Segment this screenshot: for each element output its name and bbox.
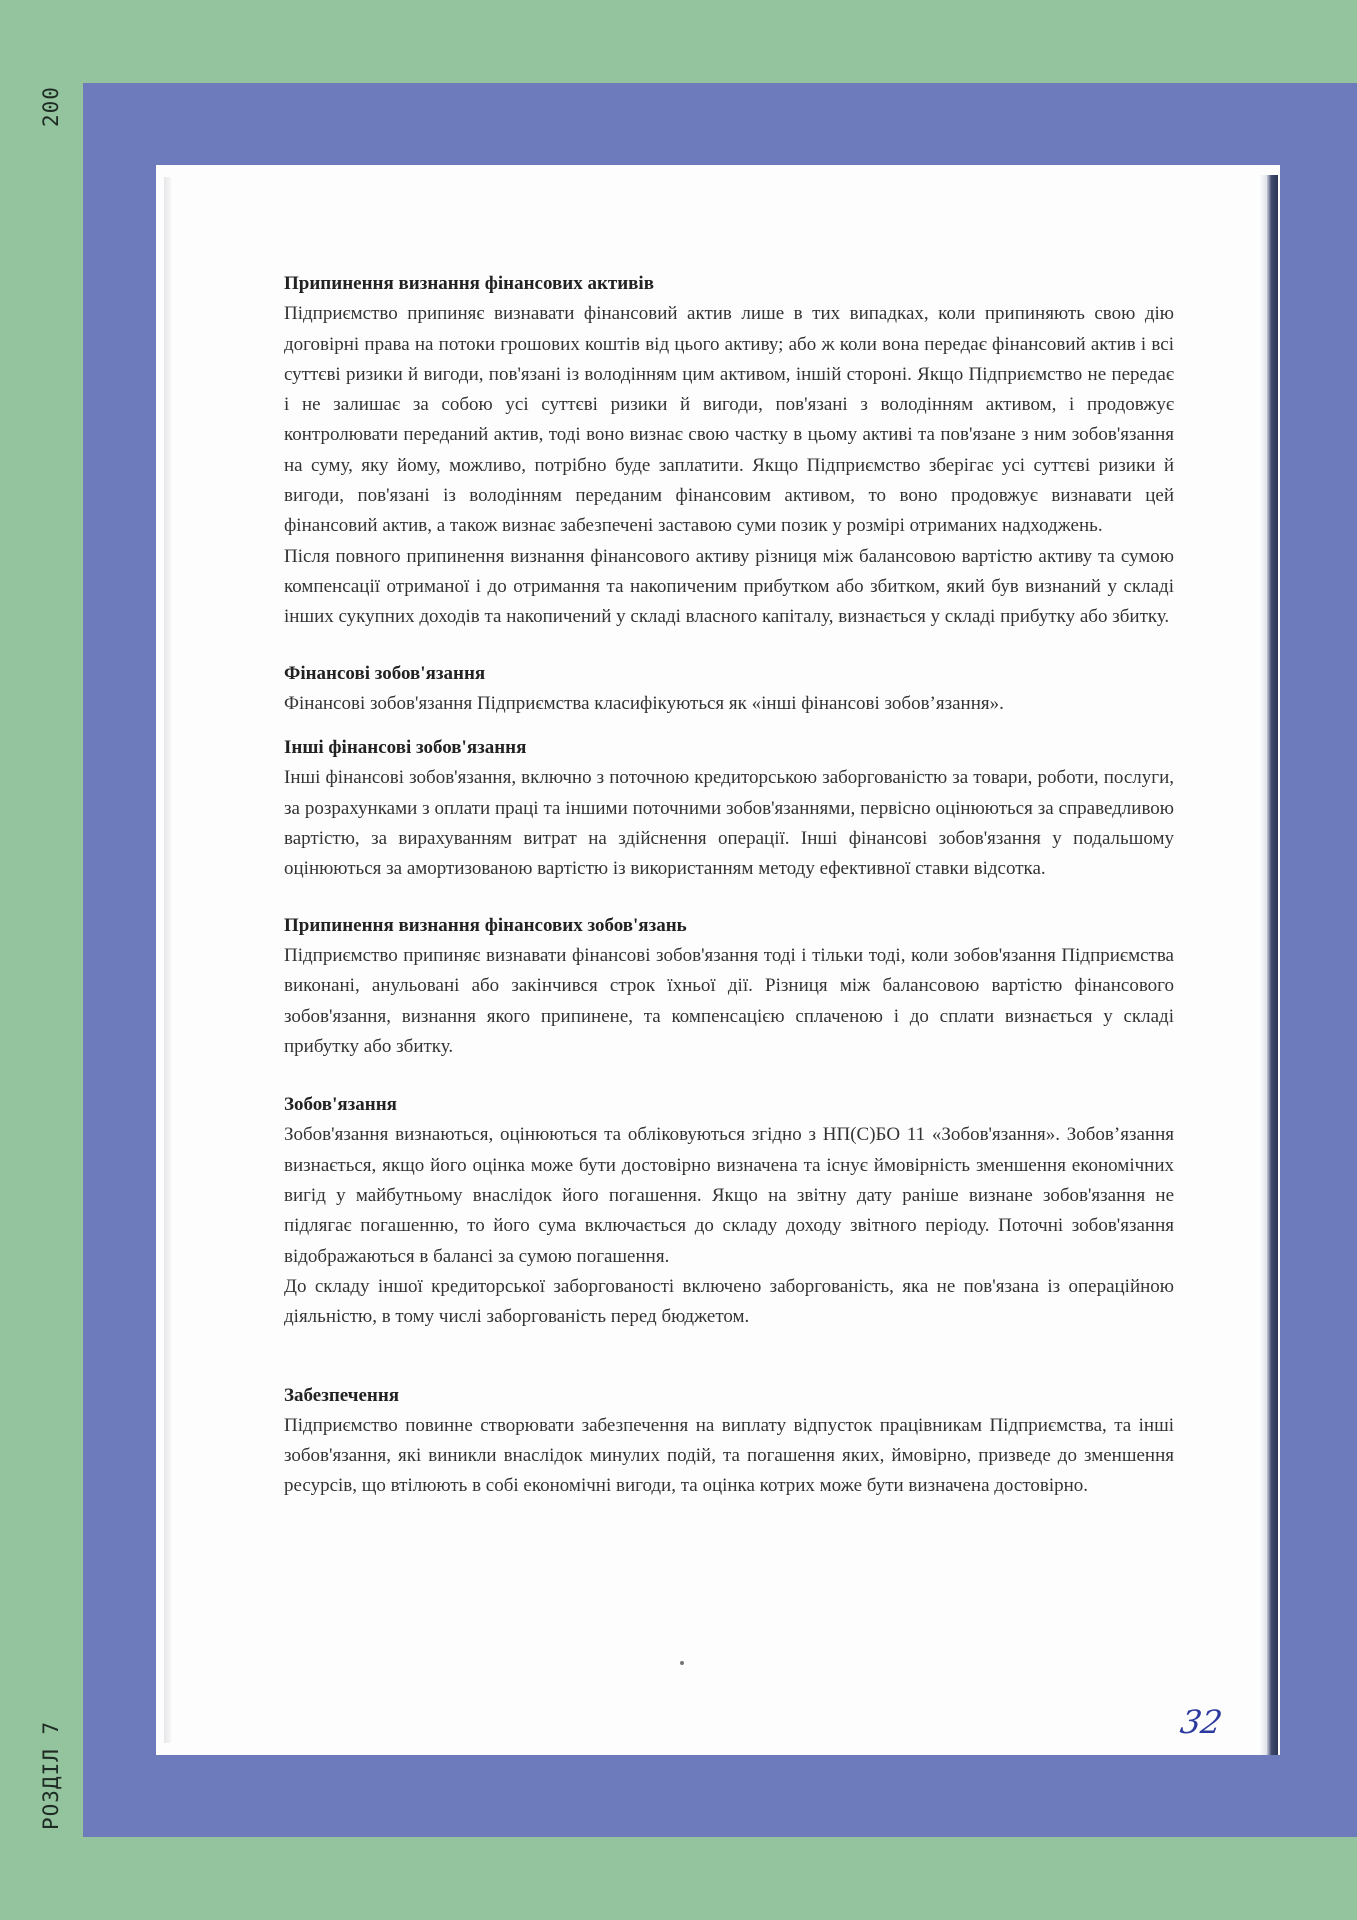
- section-heading: Зобов'язання: [284, 1094, 397, 1116]
- section-provisions: [284, 1381, 1174, 1502]
- section-heading: Фінансові зобов'язання: [284, 662, 486, 684]
- section-paragraph: Після повного припинення визнання фінансового активу різниця між балансовою вартістю активу та сумою компенсації отриманої і до отримання та накопиченим прибутком або збитком, який був визнаний у складі інших сукупних доходів та накопичений у складі власного капіталу, визнається у складі прибутку або збитку.: [284, 545, 1174, 628]
- scanned-document-page: [156, 165, 1280, 1755]
- document-body: [284, 269, 1174, 1502]
- section-heading: Припинення визнання фінансових активів: [284, 273, 654, 294]
- section-paragraph: Підприємство припиняє визнавати фінансові зобов'язання тоді і тільки тоді, коли зобов'язання Підприємства виконані, анульовані або закінчився строк їхньої дії. Різниця між балансовою вартістю фінансового зобов'язання, визнання якого припинене, та компенсацією сплаченою і до сплати визнається у складі прибутку або збитку.: [284, 944, 1174, 1057]
- section-liabilities: [284, 1090, 1174, 1332]
- scan-edge-highlight: [1259, 175, 1267, 1755]
- section-heading: Припинення визнання фінансових зобов'язань: [284, 914, 687, 936]
- section-heading: Інші фінансові зобов'язання: [284, 737, 527, 759]
- page-number: 200: [39, 86, 63, 128]
- handwritten-page-number: 32: [1177, 1703, 1226, 1741]
- section-paragraph: Інші фінансові зобов'язання, включно з поточною кредиторською заборгованістю за товари, роботи, послуги, за розрахунками з оплати праці та іншими поточними зобов'язаннями, первісно оцінюються за справедливою вартістю, за вирахуванням витрат на здійснення операції. Інші фінансові зобов'язання у подальшому оцінюються за амортизованою вартістю із використанням методу ефективної ставки відсотка.: [284, 767, 1174, 880]
- section-paragraph: Фінансові зобов'язання Підприємства класифікуються як «інші фінансові зобов’язання».: [284, 692, 1004, 714]
- section-other-financial-liabilities: [284, 733, 1174, 884]
- section-paragraph: Підприємство припиняє визнавати фінансовий актив лише в тих випадках, коли припиняють свою дію договірні права на потоки грошових коштів від цього активу; або ж коли вона передає фінансовий актив і всі суттєві ризики й вигоди, пов'язані із володінням цим активом, іншій стороні. Якщо Підприємство не передає і не залишає за собою усі суттєві ризики й вигоди, пов'язані з володінням активом, і продовжує контролювати переданий актив, тоді воно визнає свою частку в цьому активі та пов'язане з ним зобов'язання на суму, яку йому, можливо, потрібно буде заплатити. Якщо Підприємство зберігає усі суттєві ризики й вигоди, пов'язані із володінням переданим фінансовим активом, то воно продовжує визнавати цей фінансовий актив, а також визнає забезпечені заставою суми позик у розмірі отриманих надходжень.: [284, 303, 1174, 537]
- scan-speck: [680, 1661, 684, 1665]
- section-paragraph: Підприємство повинне створювати забезпечення на виплату відпусток працівникам Підприємства, та інші зобов'язання, які виникли внаслідок минулих подій, та погашення яких, ймовірно, призведе до зменшення ресурсів, що втілюють в собі економічні вигоди, та оцінка котрих може бути визначена достовірно.: [284, 1414, 1174, 1497]
- section-heading: Забезпечення: [284, 1384, 400, 1406]
- section-label: РОЗДІЛ 7: [39, 1720, 63, 1830]
- scan-binding-edge: [1267, 175, 1278, 1755]
- scan-shadow: [164, 177, 171, 1743]
- section-paragraph: До складу іншої кредиторської заборгованості включено заборгованість, яка не пов'язана із операційною діяльністю, в тому числі заборгованість перед бюджетом.: [284, 1275, 1174, 1328]
- section-paragraph: Зобов'язання визнаються, оцінюються та обліковуються згідно з НП(С)БО 11 «Зобов'язання». Зобов’язання визнається, якщо його оцінка може бути достовірно визначена та існує ймовірність зменшення економічних вигід у майбутньому внаслідок його погашення. Якщо на звітну дату раніше визнане зобов'язання не підлягає погашенню, то його сума включається до складу доходу звітного періоду. Поточні зобов'язання відображаються в балансі за сумою погашення.: [284, 1124, 1174, 1267]
- section-derecognition-liabilities: [284, 911, 1174, 1062]
- section-financial-liabilities: [284, 659, 1174, 720]
- section-derecognition-assets: [284, 269, 1174, 633]
